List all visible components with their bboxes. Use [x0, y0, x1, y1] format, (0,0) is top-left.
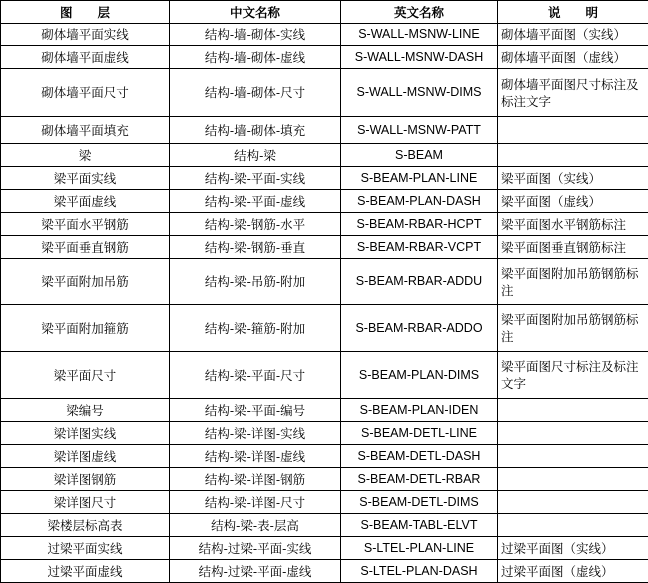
chinese-name-cell: 结构-墙-砌体-虚线	[170, 46, 341, 69]
layer-cell: 梁详图虚线	[1, 445, 170, 468]
table-row	[1, 491, 648, 514]
header-english-name: 英文名称	[341, 1, 498, 24]
table-row	[1, 445, 648, 468]
chinese-name-cell: 结构-梁-平面-编号	[170, 399, 341, 422]
description-cell: 梁平面图附加吊筋钢筋标注	[498, 259, 648, 305]
layer-cell: 梁平面尺寸	[1, 352, 170, 399]
chinese-name-cell: 结构-梁	[170, 144, 341, 167]
layer-cell: 梁平面垂直钢筋	[1, 236, 170, 259]
chinese-name-cell: 结构-梁-箍筋-附加	[170, 305, 341, 352]
description-cell	[498, 144, 648, 167]
layer-cell: 过梁平面虚线	[1, 560, 170, 583]
table-row	[1, 24, 648, 46]
english-name-cell: S-BEAM-RBAR-ADDU	[341, 259, 498, 305]
layer-cell: 梁楼层标高表	[1, 514, 170, 537]
chinese-name-cell: 结构-梁-吊筋-附加	[170, 259, 341, 305]
layer-cell: 砌体墙平面填充	[1, 117, 170, 144]
description-cell: 砌体墙平面图（虚线）	[498, 46, 648, 69]
table-row	[1, 69, 648, 117]
description-cell: 砌体墙平面图（实线）	[498, 24, 648, 46]
description-cell	[498, 445, 648, 468]
table-row	[1, 468, 648, 491]
table-row	[1, 259, 648, 305]
description-cell	[498, 422, 648, 445]
english-name-cell: S-BEAM-RBAR-VCPT	[341, 236, 498, 259]
chinese-name-cell: 结构-梁-表-层高	[170, 514, 341, 537]
description-cell	[498, 117, 648, 144]
header-chinese-name: 中文名称	[170, 1, 341, 24]
table-row	[1, 236, 648, 259]
chinese-name-cell: 结构-过梁-平面-虚线	[170, 560, 341, 583]
description-cell: 梁平面图（实线）	[498, 167, 648, 190]
english-name-cell: S-BEAM-DETL-RBAR	[341, 468, 498, 491]
layer-cell: 砌体墙平面实线	[1, 24, 170, 46]
english-name-cell: S-BEAM	[341, 144, 498, 167]
english-name-cell: S-WALL-MSNW-DASH	[341, 46, 498, 69]
english-name-cell: S-BEAM-TABL-ELVT	[341, 514, 498, 537]
header-row	[1, 1, 648, 24]
table-row	[1, 167, 648, 190]
english-name-cell: S-WALL-MSNW-LINE	[341, 24, 498, 46]
english-name-cell: S-WALL-MSNW-PATT	[341, 117, 498, 144]
english-name-cell: S-BEAM-PLAN-LINE	[341, 167, 498, 190]
description-cell: 砌体墙平面图尺寸标注及标注文字	[498, 69, 648, 117]
layer-cell: 梁平面虚线	[1, 190, 170, 213]
english-name-cell: S-BEAM-PLAN-DIMS	[341, 352, 498, 399]
description-cell	[498, 468, 648, 491]
chinese-name-cell: 结构-墙-砌体-实线	[170, 24, 341, 46]
chinese-name-cell: 结构-梁-平面-虚线	[170, 190, 341, 213]
description-cell: 梁平面图垂直钢筋标注	[498, 236, 648, 259]
layer-cell: 过梁平面实线	[1, 537, 170, 560]
layer-cell: 梁平面水平钢筋	[1, 213, 170, 236]
chinese-name-cell: 结构-梁-详图-钢筋	[170, 468, 341, 491]
table-row	[1, 46, 648, 69]
chinese-name-cell: 结构-墙-砌体-尺寸	[170, 69, 341, 117]
header-description: 说 明	[498, 1, 648, 24]
table-row	[1, 560, 648, 583]
chinese-name-cell: 结构-梁-平面-尺寸	[170, 352, 341, 399]
table-row	[1, 399, 648, 422]
english-name-cell: S-BEAM-DETL-DIMS	[341, 491, 498, 514]
description-cell: 梁平面图附加吊筋钢筋标注	[498, 305, 648, 352]
table-row	[1, 213, 648, 236]
chinese-name-cell: 结构-过梁-平面-实线	[170, 537, 341, 560]
description-cell: 过梁平面图（虚线）	[498, 560, 648, 583]
chinese-name-cell: 结构-梁-平面-实线	[170, 167, 341, 190]
english-name-cell: S-LTEL-PLAN-DASH	[341, 560, 498, 583]
description-cell	[498, 514, 648, 537]
table-row	[1, 144, 648, 167]
layer-cell: 梁详图钢筋	[1, 468, 170, 491]
english-name-cell: S-BEAM-RBAR-HCPT	[341, 213, 498, 236]
english-name-cell: S-BEAM-PLAN-DASH	[341, 190, 498, 213]
layer-cell: 梁平面附加箍筋	[1, 305, 170, 352]
description-cell: 梁平面图水平钢筋标注	[498, 213, 648, 236]
header-layer: 图 层	[1, 1, 170, 24]
english-name-cell: S-LTEL-PLAN-LINE	[341, 537, 498, 560]
layer-cell: 砌体墙平面虚线	[1, 46, 170, 69]
layer-cell: 梁平面附加吊筋	[1, 259, 170, 305]
chinese-name-cell: 结构-梁-详图-实线	[170, 422, 341, 445]
table-row	[1, 514, 648, 537]
layer-cell: 梁编号	[1, 399, 170, 422]
description-cell: 梁平面图尺寸标注及标注文字	[498, 352, 648, 399]
description-cell: 梁平面图（虚线）	[498, 190, 648, 213]
layer-cell: 砌体墙平面尺寸	[1, 69, 170, 117]
description-cell: 过梁平面图（实线）	[498, 537, 648, 560]
english-name-cell: S-WALL-MSNW-DIMS	[341, 69, 498, 117]
description-cell	[498, 491, 648, 514]
table-row	[1, 537, 648, 560]
layer-cell: 梁平面实线	[1, 167, 170, 190]
table-row	[1, 117, 648, 144]
english-name-cell: S-BEAM-DETL-LINE	[341, 422, 498, 445]
english-name-cell: S-BEAM-RBAR-ADDO	[341, 305, 498, 352]
table-row	[1, 422, 648, 445]
chinese-name-cell: 结构-墙-砌体-填充	[170, 117, 341, 144]
table-row	[1, 190, 648, 213]
description-cell	[498, 399, 648, 422]
layer-cell: 梁详图尺寸	[1, 491, 170, 514]
english-name-cell: S-BEAM-DETL-DASH	[341, 445, 498, 468]
layer-cell: 梁	[1, 144, 170, 167]
chinese-name-cell: 结构-梁-详图-尺寸	[170, 491, 341, 514]
chinese-name-cell: 结构-梁-钢筋-垂直	[170, 236, 341, 259]
chinese-name-cell: 结构-梁-详图-虚线	[170, 445, 341, 468]
table-row	[1, 352, 648, 399]
table-row	[1, 305, 648, 352]
english-name-cell: S-BEAM-PLAN-IDEN	[341, 399, 498, 422]
layer-cell: 梁详图实线	[1, 422, 170, 445]
chinese-name-cell: 结构-梁-钢筋-水平	[170, 213, 341, 236]
